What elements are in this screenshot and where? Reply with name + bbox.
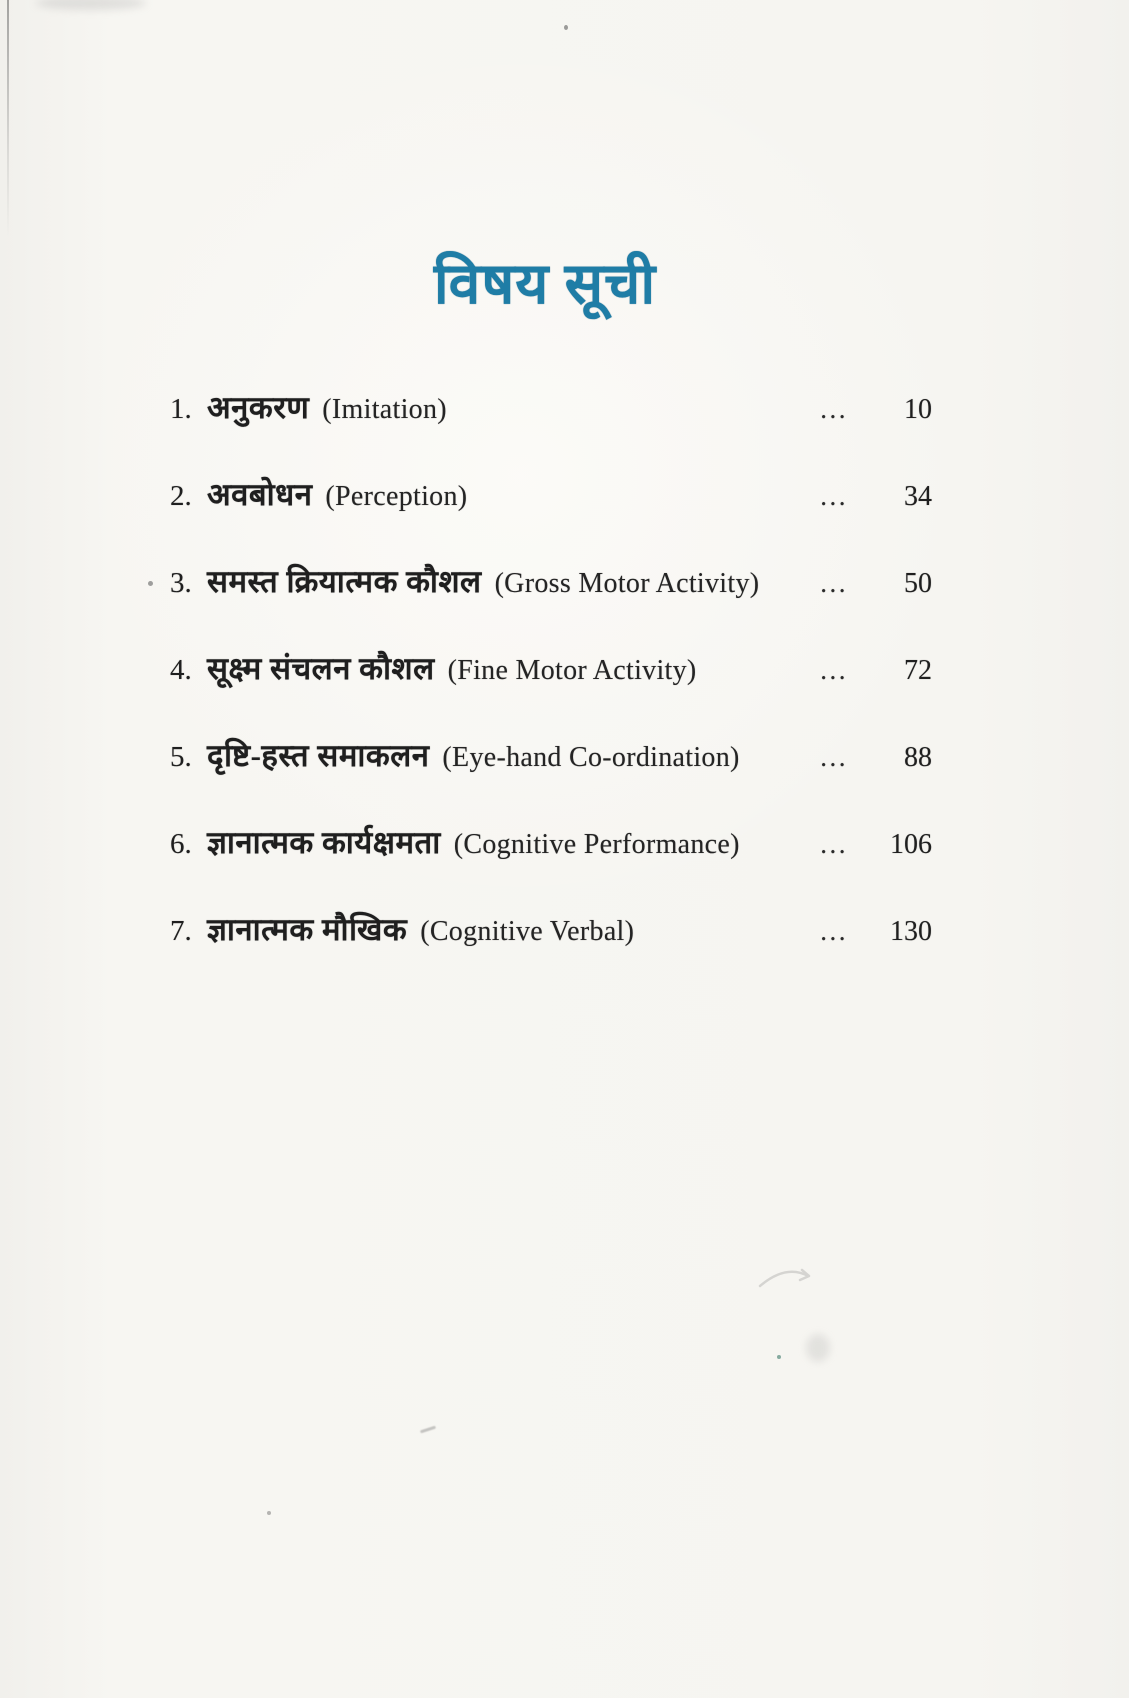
page-title: विषय सूची: [433, 253, 657, 316]
scan-speck: [148, 581, 153, 586]
entry-title-hindi: समस्त क्रियात्मक कौशल: [207, 564, 482, 599]
toc-entry: [170, 734, 932, 778]
dot-leader: ...: [820, 829, 848, 859]
entry-title-hindi: अवबोधन: [207, 477, 313, 512]
entry-title-english: (Cognitive Verbal): [420, 916, 635, 947]
toc-entry: [170, 560, 932, 604]
dot-leader: ...: [820, 916, 848, 946]
entry-number: 6.: [170, 828, 192, 860]
scan-speck: [267, 1511, 271, 1515]
table-of-contents: [170, 386, 932, 995]
entry-page-number: 106: [890, 829, 932, 860]
entry-number: 1.: [170, 393, 192, 425]
scan-smudge: [806, 1334, 830, 1362]
entry-title-english: (Imitation): [322, 394, 447, 425]
entry-page-number: 130: [890, 916, 932, 947]
faint-arrow-mark: [758, 1260, 816, 1294]
entry-number: 4.: [170, 654, 192, 686]
entry-page-number: 10: [904, 394, 932, 425]
scan-smudge: [36, 0, 146, 10]
entry-page-number: 88: [904, 742, 932, 773]
entry-page-number: 50: [904, 568, 932, 599]
entry-number: 2.: [170, 480, 192, 512]
toc-entry: [170, 821, 932, 865]
entry-page-number: 34: [904, 481, 932, 512]
entry-page-number: 72: [904, 655, 932, 686]
entry-title-english: (Cognitive Performance): [453, 829, 740, 860]
entry-title-hindi: सूक्ष्म संचलन कौशल: [207, 651, 435, 686]
entry-number: 7.: [170, 915, 192, 947]
page-edge-shadow: [7, 0, 9, 238]
entry-title-english: (Eye-hand Co-ordination): [442, 742, 740, 773]
entry-number: 5.: [170, 741, 192, 773]
entry-title-hindi: अनुकरण: [207, 390, 310, 425]
toc-entry: [170, 908, 932, 952]
entry-title-english: (Perception): [325, 481, 468, 512]
dot-leader: ...: [820, 481, 848, 511]
dot-leader: ...: [820, 655, 848, 685]
entry-title-english: (Fine Motor Activity): [447, 655, 697, 686]
entry-number: 3.: [170, 567, 192, 599]
entry-title-hindi: ज्ञानात्मक कार्यक्षमता: [207, 825, 441, 860]
toc-entry: [170, 386, 932, 430]
toc-entry: [170, 647, 932, 691]
dot-leader: ...: [820, 568, 848, 598]
dot-leader: ...: [820, 394, 848, 424]
scan-speck: [777, 1355, 781, 1359]
toc-entry: [170, 473, 932, 517]
entry-title-hindi: दृष्टि-हस्त समाकलन: [207, 738, 430, 773]
scan-mark: [420, 1426, 436, 1434]
entry-title-english: (Gross Motor Activity): [494, 568, 760, 599]
dot-leader: ...: [820, 742, 848, 772]
scan-speck: [564, 25, 568, 30]
entry-title-hindi: ज्ञानात्मक मौखिक: [207, 912, 408, 947]
